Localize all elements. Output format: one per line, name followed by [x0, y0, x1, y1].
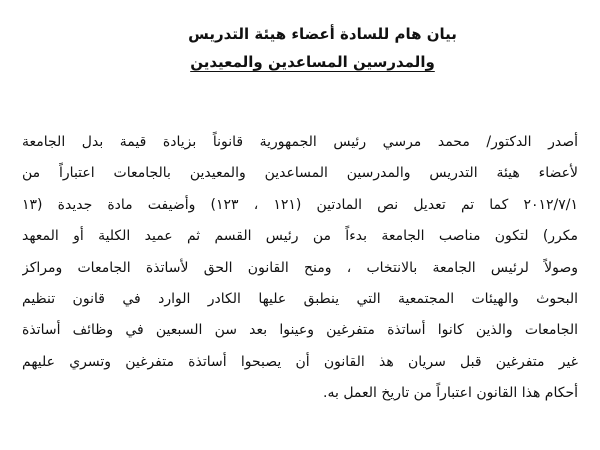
- announcement-title: [0, 20, 600, 76]
- body-line: البحوث والهيئات المجتمعية التي ينطبق عليها الكادر الوارد في قانون تنظيم: [22, 290, 578, 307]
- body-line-last: أحكام هذا القانون اعتباراً من تاريخ العمل به.: [323, 385, 578, 402]
- body-line: مكرر) لتكون مناصب الجامعة بدءاً من رئيس القسم ثم عميد الكلية أو المعهد: [22, 228, 578, 245]
- announcement-body: [22, 127, 578, 410]
- body-line: غير متفرغين قبل سريان هذ القانون أن يصبحوا أساتذة متفرغين وتسري عليهم: [22, 353, 578, 370]
- body-line: ٢٠١٢/٧/١ كما تم تعديل نص المادتين (١٢١ ، ١٢٣) وأضيفت مادة جديدة (١٣: [22, 196, 578, 213]
- title-line-underlined: والمدرسين المساعدين والمعيدين: [190, 53, 435, 71]
- body-line: أصدر الدكتور/ محمد مرسي رئيس الجمهورية قانوناً بزيادة قيمة بدل الجامعة: [22, 134, 578, 150]
- body-line: وصولاً لرئيس الجامعة بالانتخاب ، ومنح القانون الحق لأساتذة الجامعات ومراكز: [22, 259, 578, 276]
- title-line: بيان هام للسادة أعضاء هيئة التدريس: [188, 25, 457, 43]
- body-line: لأعضاء هيئة التدريس والمدرسين المساعدين والمعيدين بالجامعات اعتباراً من: [22, 165, 578, 182]
- body-line: الجامعات والذين كانوا أساتذة متفرغين وعينوا بعد سن السبعين في وظائف أساتذة: [22, 322, 578, 339]
